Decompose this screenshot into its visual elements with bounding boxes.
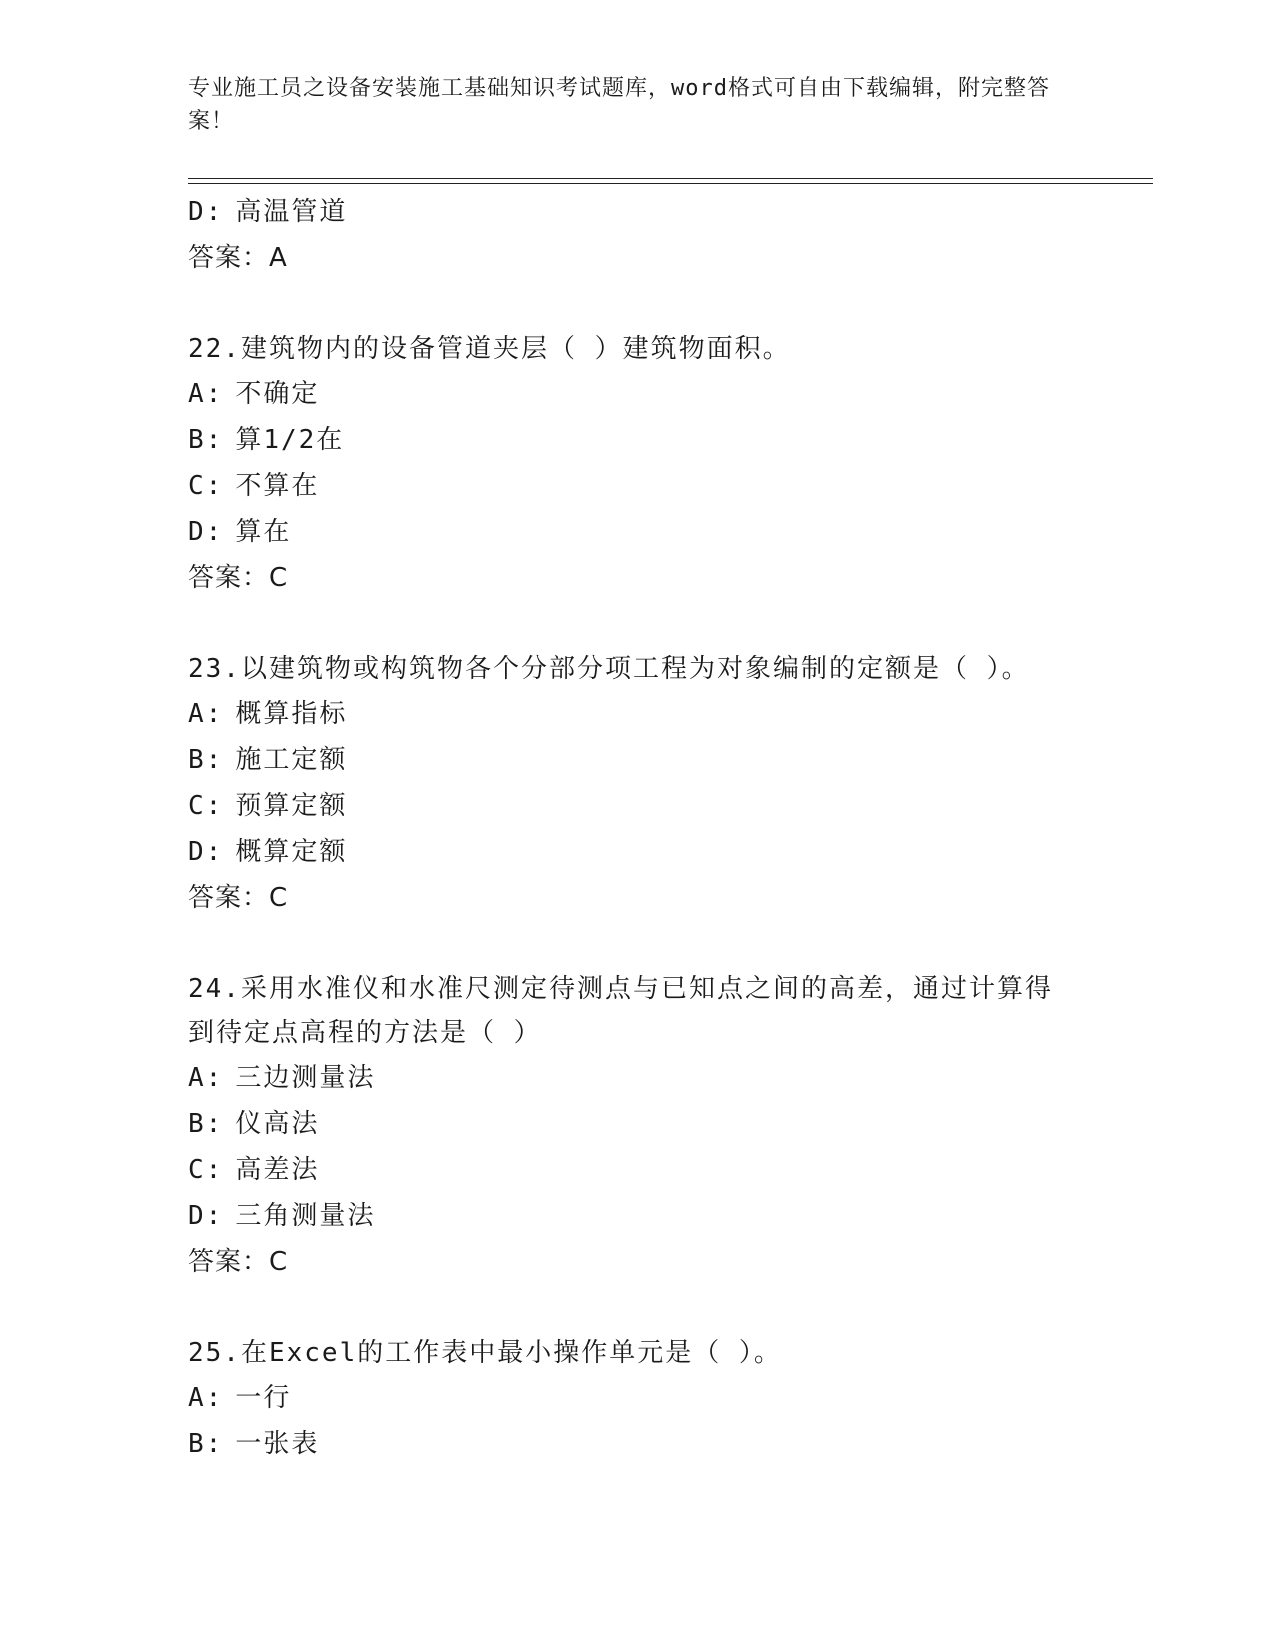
option-text: 算在 (235, 517, 292, 547)
option-text: 三边测量法 (235, 1063, 376, 1093)
option-letter: A: (188, 1063, 224, 1093)
option-d (188, 189, 1088, 235)
option-letter: B: (188, 1429, 224, 1459)
option-text: 仪高法 (235, 1109, 320, 1139)
option-d (188, 1193, 1088, 1239)
option-letter: C: (188, 791, 224, 821)
option-text: 概算定额 (235, 837, 348, 867)
header-divider-bottom (188, 183, 1153, 184)
option-letter: D: (188, 1201, 224, 1231)
question-stem: 22.建筑物内的设备管道夹层（ ）建筑物面积。 (188, 334, 791, 364)
option-d (188, 829, 1088, 875)
question-stem: 25.在Excel的工作表中最小操作单元是（ ）。 (188, 1338, 782, 1368)
option-letter: A: (188, 699, 224, 729)
option-letter: A: (188, 379, 224, 409)
option-text: 高差法 (235, 1155, 320, 1185)
answer-line: 答案：A (188, 243, 288, 273)
option-a (188, 1375, 1088, 1421)
option-a (188, 371, 1088, 417)
option-b (188, 1421, 1088, 1467)
option-c (188, 1147, 1088, 1193)
header-divider-top (188, 178, 1153, 179)
option-c (188, 783, 1088, 829)
option-b (188, 737, 1088, 783)
option-letter: A: (188, 1383, 224, 1413)
option-text: 高温管道 (235, 197, 348, 227)
option-text: 概算指标 (235, 699, 348, 729)
option-letter: C: (188, 1155, 224, 1185)
option-letter: B: (188, 745, 224, 775)
option-letter: B: (188, 1109, 224, 1139)
option-d (188, 509, 1088, 555)
answer-line: 答案：C (188, 1247, 289, 1277)
option-letter: D: (188, 837, 224, 867)
answer-line: 答案：C (188, 563, 289, 593)
option-text: 一张表 (235, 1429, 320, 1459)
option-c (188, 463, 1088, 509)
question-list (188, 189, 1088, 1467)
option-a (188, 1055, 1088, 1101)
option-letter: D: (188, 517, 224, 547)
option-text: 三角测量法 (235, 1201, 376, 1231)
option-text: 预算定额 (235, 791, 348, 821)
question-stem: 24.采用水准仪和水准尺测定待测点与已知点之间的高差，通过计算得到待定点高程的方法是（ ） (188, 974, 1053, 1048)
option-letter: B: (188, 425, 224, 455)
option-text: 算1/2在 (235, 425, 345, 455)
option-text: 不确定 (235, 379, 320, 409)
option-b (188, 1101, 1088, 1147)
option-letter: C: (188, 471, 224, 501)
question-stem: 23.以建筑物或构筑物各个分部分项工程为对象编制的定额是（ ）。 (188, 654, 1030, 684)
option-a (188, 691, 1088, 737)
document-header: 专业施工员之设备安装施工基础知识考试题库，word格式可自由下载编辑，附完整答案！ (188, 76, 1050, 134)
option-text: 不算在 (235, 471, 320, 501)
answer-line: 答案：C (188, 883, 289, 913)
option-text: 一行 (235, 1383, 292, 1413)
option-letter: D: (188, 197, 224, 227)
option-text: 施工定额 (235, 745, 348, 775)
option-b (188, 417, 1088, 463)
